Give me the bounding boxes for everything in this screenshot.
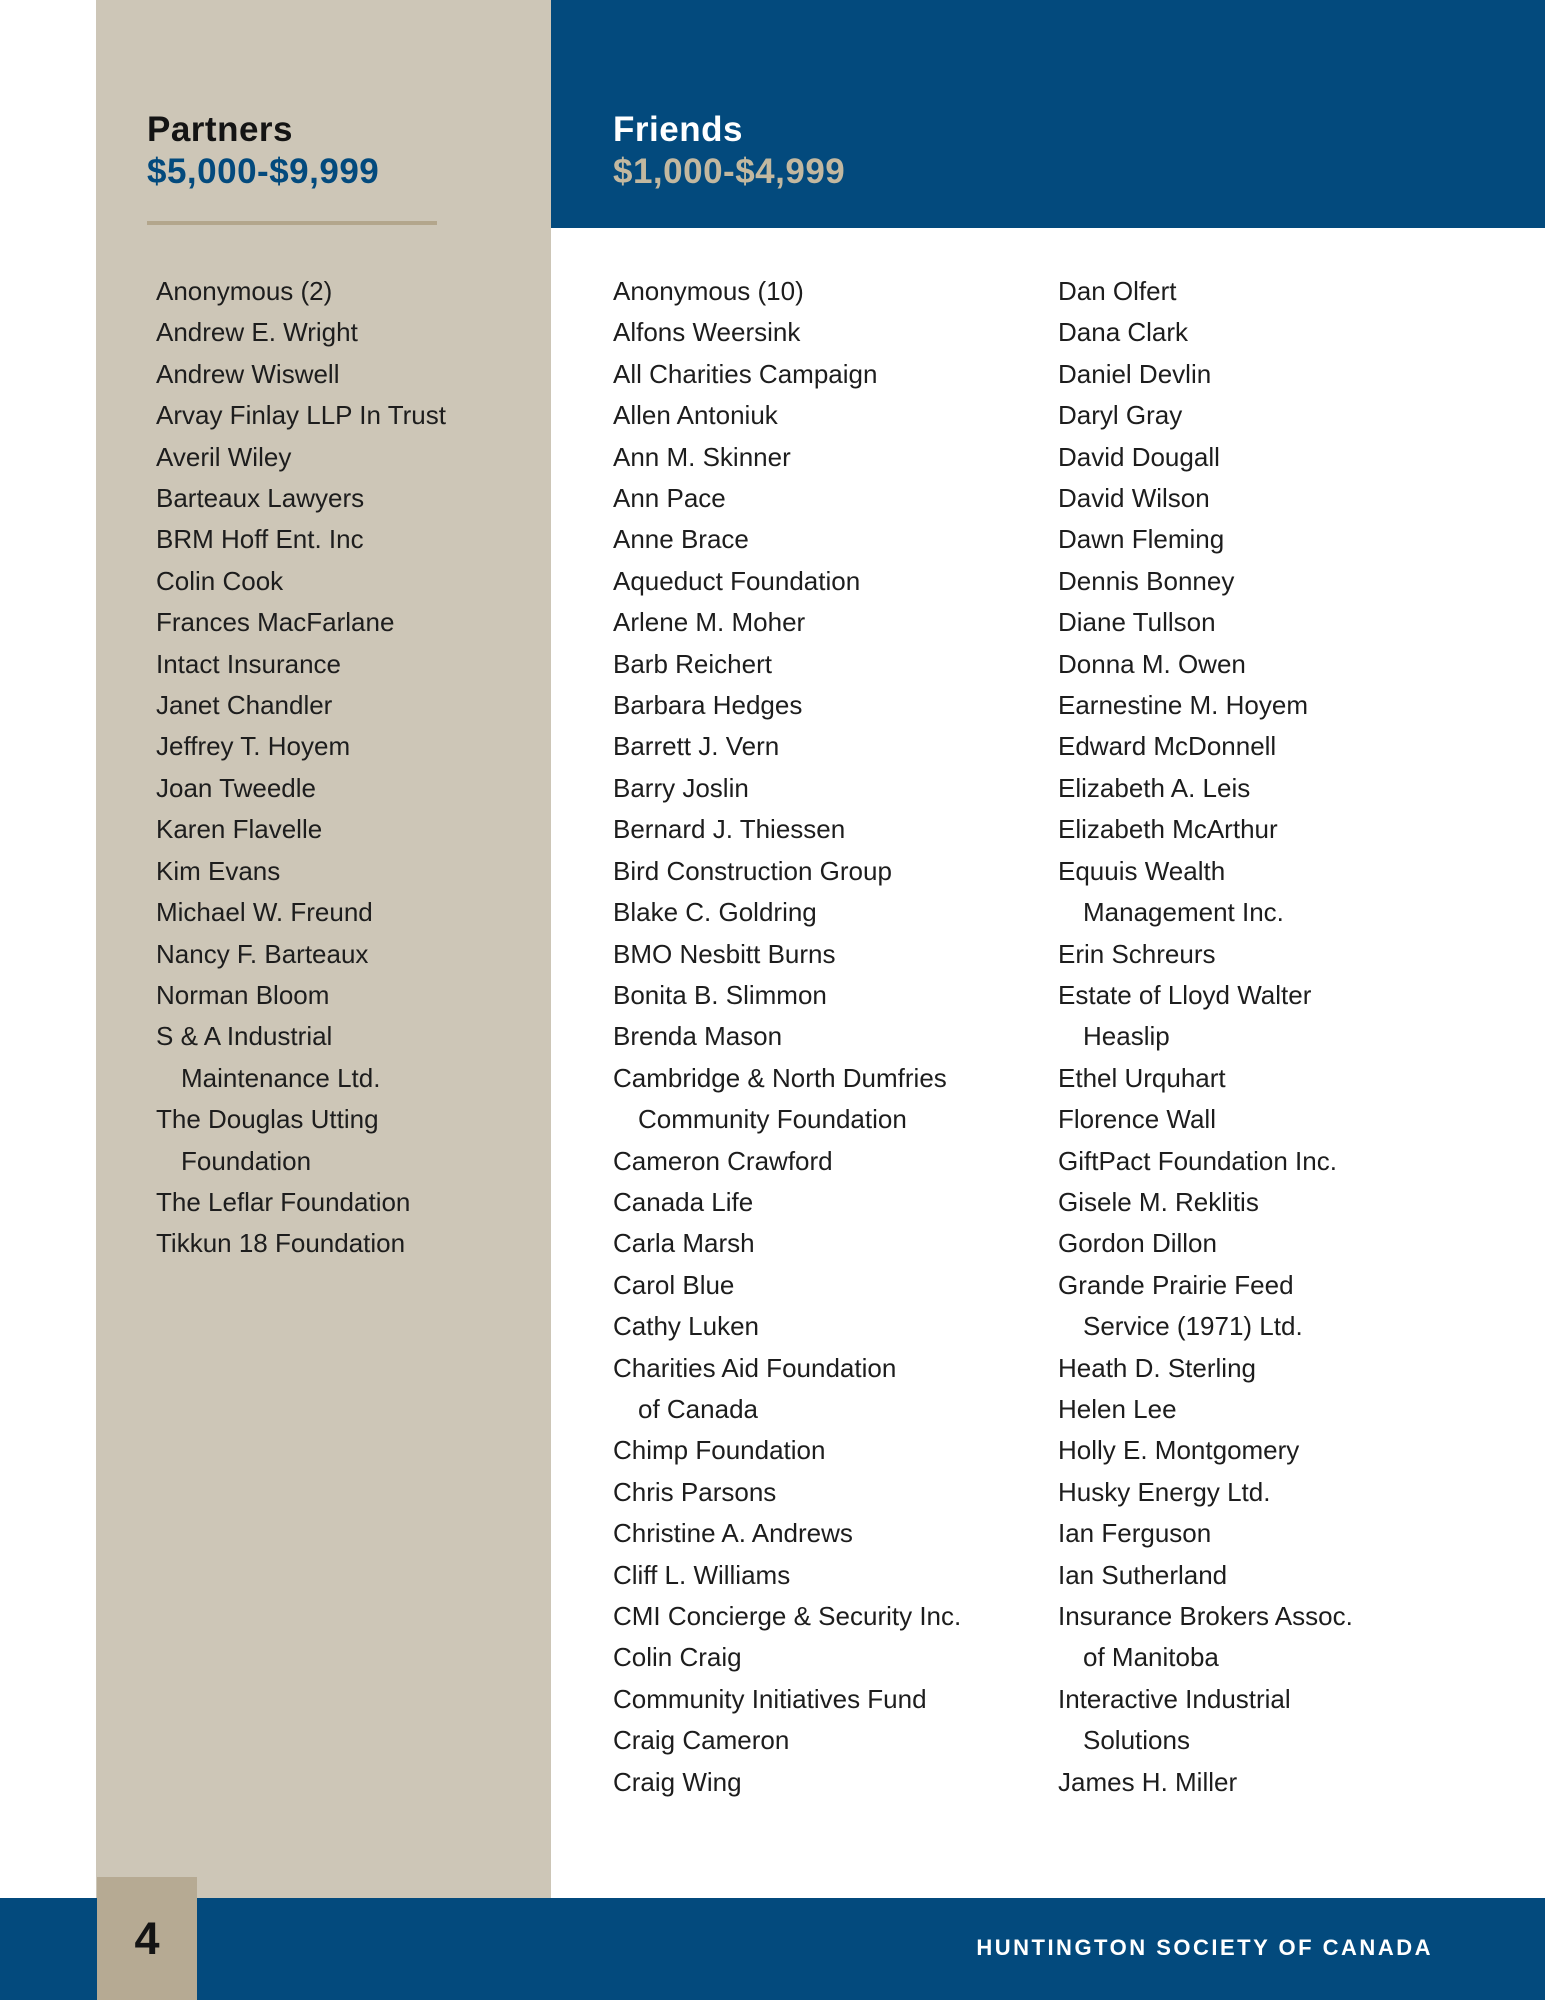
donor-name: Ian Ferguson (1058, 1518, 1212, 1549)
donor-name: BRM Hoff Ent. Inc (156, 524, 364, 555)
donor-name: Kim Evans (156, 855, 281, 886)
partners-heading (147, 109, 379, 193)
donor-name: Ian Sutherland (1058, 1559, 1228, 1590)
donor-name: Estate of Lloyd Walter (1058, 979, 1312, 1010)
donor-name: Bonita B. Slimmon (613, 979, 827, 1010)
donor-name: Colin Cook (156, 565, 284, 596)
donor-name: Cameron Crawford (613, 1145, 833, 1176)
donor-name: Aqueduct Foundation (613, 565, 861, 596)
donor-name: Dana Clark (1058, 317, 1189, 348)
donor-name: Jeffrey T. Hoyem (156, 731, 351, 762)
donor-name: Helen Lee (1058, 1393, 1177, 1424)
donor-name: Heath D. Sterling (1058, 1352, 1256, 1383)
donor-name: All Charities Campaign (613, 358, 878, 389)
donor-name: Elizabeth McArthur (1058, 814, 1278, 845)
donor-name: Chimp Foundation (613, 1435, 826, 1466)
donor-name: Husky Energy Ltd. (1058, 1476, 1271, 1507)
donor-name: Andrew E. Wright (156, 317, 358, 348)
donor-name: Intact Insurance (156, 648, 341, 679)
donor-name: Averil Wiley (156, 441, 292, 472)
donor-name: Christine A. Andrews (613, 1518, 853, 1549)
friends-heading (613, 109, 845, 193)
donor-name: David Dougall (1058, 441, 1220, 472)
donor-name: Colin Craig (613, 1642, 742, 1673)
donor-name: Cliff L. Williams (613, 1559, 791, 1590)
donor-name: Grande Prairie Feed (1058, 1269, 1294, 1300)
donor-name: Edward McDonnell (1058, 731, 1277, 762)
donor-name: Florence Wall (1058, 1104, 1216, 1135)
footer-organization-name: HUNTINGTON SOCIETY OF CANADA (976, 1935, 1433, 1960)
donor-name: Solutions (1083, 1725, 1190, 1756)
donor-name: Gordon Dillon (1058, 1228, 1217, 1259)
donor-name: Elizabeth A. Leis (1058, 772, 1251, 803)
donor-name: Community Initiatives Fund (613, 1683, 927, 1714)
donor-name: CMI Concierge & Security Inc. (613, 1601, 962, 1631)
donor-name: Carol Blue (613, 1269, 735, 1300)
donor-name: Barrett J. Vern (613, 731, 780, 762)
donor-name: Anonymous (2) (156, 276, 333, 306)
donor-name: Heaslip (1083, 1021, 1170, 1052)
donor-name: Dan Olfert (1058, 276, 1177, 306)
donor-name: Nancy F. Barteaux (156, 938, 369, 969)
donor-name: David Wilson (1058, 483, 1210, 514)
donor-name: Barbara Hedges (613, 690, 803, 721)
donor-name: Holly E. Montgomery (1058, 1435, 1300, 1466)
donor-name: GiftPact Foundation Inc. (1058, 1145, 1337, 1176)
donor-name: Norman Bloom (156, 979, 330, 1010)
donor-name: Gisele M. Reklitis (1058, 1186, 1259, 1217)
donor-name: Daniel Devlin (1058, 358, 1212, 389)
friends-donor-list-column-1 (613, 271, 961, 1803)
donor-name: Tikkun 18 Foundation (156, 1228, 406, 1259)
donor-name: Dennis Bonney (1058, 565, 1235, 596)
donor-name: The Leflar Foundation (156, 1186, 411, 1217)
donor-name: Erin Schreurs (1058, 938, 1216, 969)
donor-name: Maintenance Ltd. (181, 1062, 381, 1093)
donor-name: Anne Brace (613, 524, 749, 555)
donor-name: Community Foundation (638, 1104, 907, 1135)
donor-name: Bernard J. Thiessen (613, 814, 846, 845)
donor-name: Joan Tweedle (156, 772, 316, 803)
donor-name: Management Inc. (1083, 897, 1284, 928)
friends-donation-range: $1,000-$4,999 (613, 152, 846, 191)
donor-name: Brenda Mason (613, 1021, 783, 1052)
donor-name: of Manitoba (1083, 1642, 1219, 1673)
donor-name: Ann M. Skinner (613, 441, 791, 472)
donor-name: Charities Aid Foundation (613, 1352, 897, 1383)
donor-name: Diane Tullson (1058, 607, 1216, 638)
donor-name: Karen Flavelle (156, 814, 323, 845)
donor-name: Alfons Weersink (613, 317, 801, 348)
donor-name: Chris Parsons (613, 1476, 777, 1507)
donor-name: Equuis Wealth (1058, 855, 1226, 886)
donor-name: S & A Industrial (156, 1021, 333, 1052)
friends-title: Friends (613, 110, 743, 149)
page-number: 4 (134, 1913, 160, 1964)
donor-name: Arlene M. Moher (613, 607, 806, 638)
donor-name: Donna M. Owen (1058, 648, 1246, 679)
donor-name: Blake C. Goldring (613, 897, 817, 928)
donor-name: Cathy Luken (613, 1311, 759, 1342)
page-number-box (97, 1877, 197, 2000)
donor-name: Anonymous (10) (613, 276, 804, 306)
donor-name: Allen Antoniuk (613, 400, 778, 431)
donor-name: Barb Reichert (613, 648, 772, 679)
donor-name: Foundation (181, 1145, 312, 1176)
donor-name: Daryl Gray (1058, 400, 1183, 431)
donor-name: Carla Marsh (613, 1228, 755, 1259)
donor-name: Bird Construction Group (613, 855, 892, 886)
donor-name: Service (1971) Ltd. (1083, 1311, 1303, 1342)
donor-name: Dawn Fleming (1058, 524, 1225, 555)
donor-name: Craig Wing (613, 1766, 742, 1797)
donor-name: Insurance Brokers Assoc. (1058, 1601, 1353, 1631)
donor-name: Frances MacFarlane (156, 607, 395, 638)
donor-name: Ann Pace (613, 483, 726, 514)
partners-donor-list (156, 271, 446, 1265)
donor-name: Michael W. Freund (156, 897, 373, 928)
donor-name: Andrew Wiswell (156, 358, 340, 389)
footer-band (0, 1898, 1545, 2000)
donor-name: Barteaux Lawyers (156, 483, 365, 514)
donor-name: Cambridge & North Dumfries (613, 1062, 947, 1093)
friends-donor-list-column-2 (1058, 271, 1353, 1803)
partners-title: Partners (147, 110, 294, 149)
donor-name: James H. Miller (1058, 1766, 1238, 1797)
donor-name: Barry Joslin (613, 772, 749, 803)
donor-name: Ethel Urquhart (1058, 1062, 1226, 1093)
partners-donation-range: $5,000-$9,999 (147, 152, 380, 191)
donor-name: Arvay Finlay LLP In Trust (156, 400, 446, 431)
donor-name: BMO Nesbitt Burns (613, 938, 836, 969)
donor-name: Craig Cameron (613, 1725, 790, 1756)
donor-name: Interactive Industrial (1058, 1683, 1291, 1714)
partners-heading-divider (147, 221, 437, 225)
donor-name: Janet Chandler (156, 690, 333, 721)
donor-name: of Canada (638, 1393, 758, 1424)
donor-name: Earnestine M. Hoyem (1058, 690, 1308, 721)
donor-name: The Douglas Utting (156, 1104, 379, 1135)
donor-name: Canada Life (613, 1186, 754, 1217)
